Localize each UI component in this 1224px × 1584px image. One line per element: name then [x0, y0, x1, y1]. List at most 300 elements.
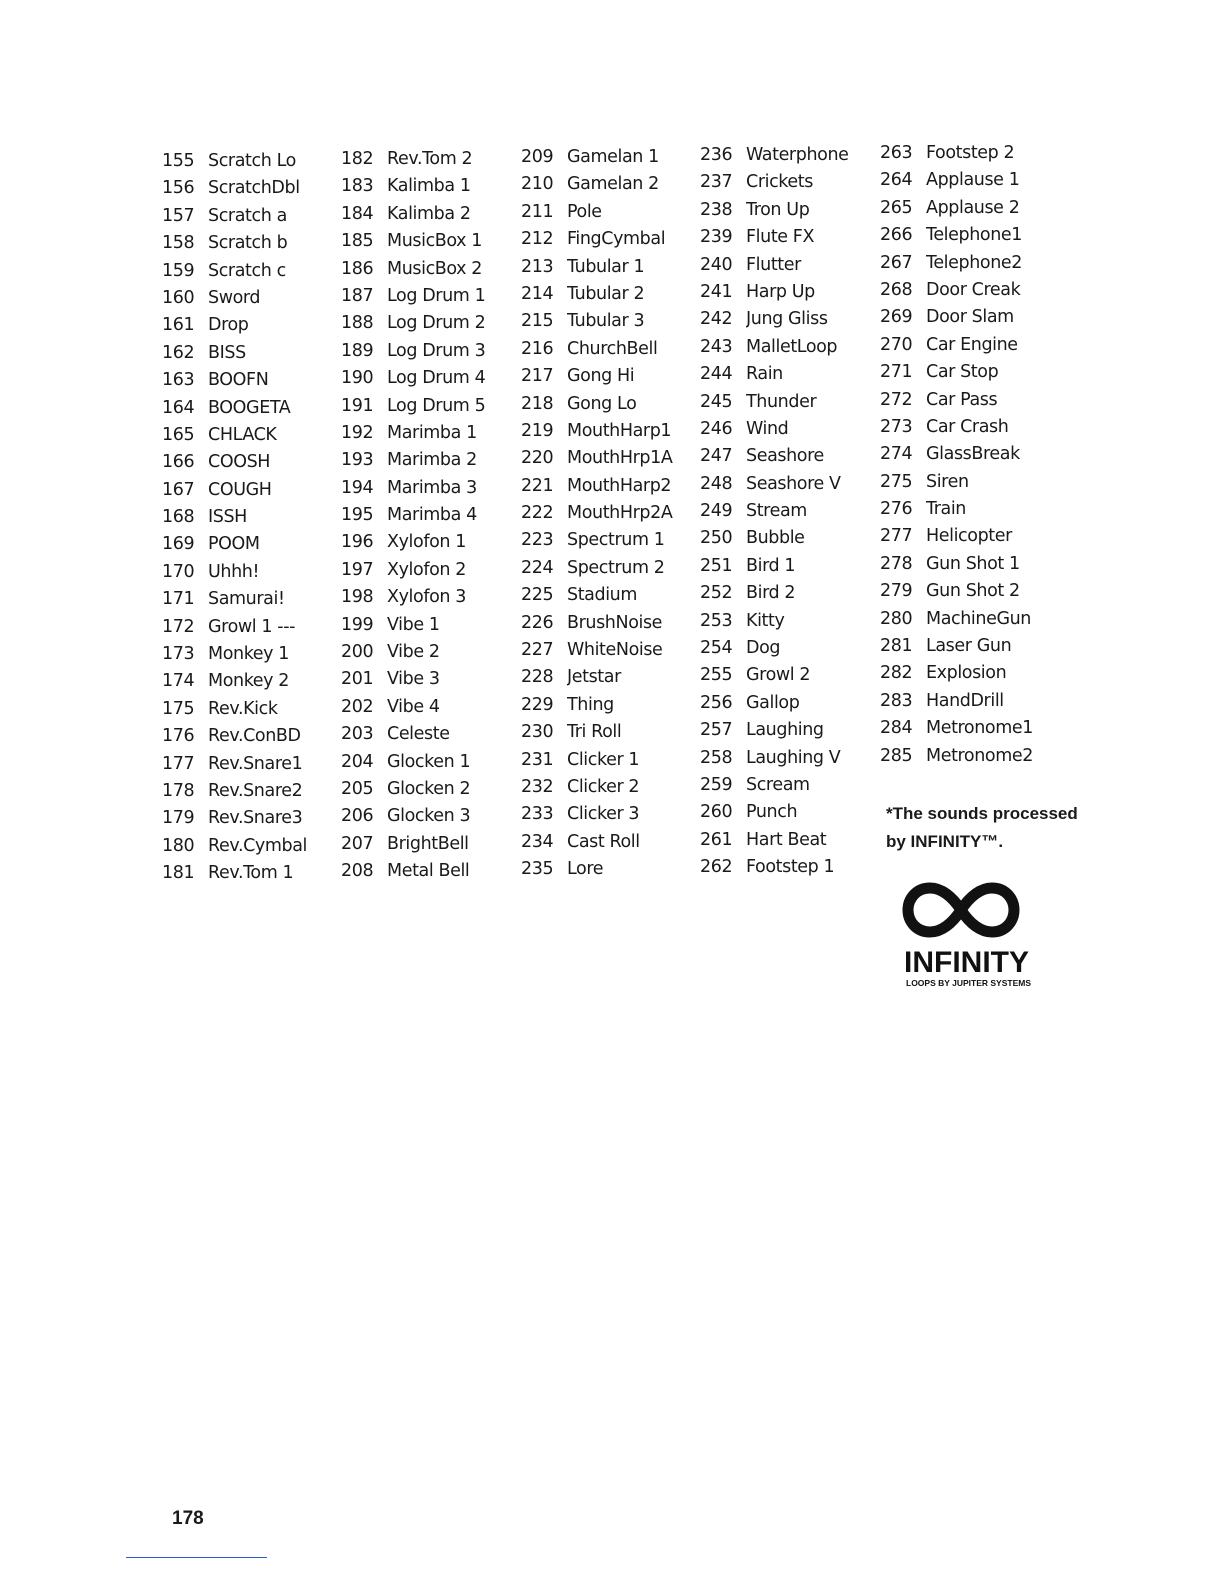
sound-number: 271	[880, 362, 913, 383]
sound-name: Vibe 2	[387, 642, 440, 663]
sound-number: 173	[162, 644, 195, 665]
sound-number: 178	[162, 780, 195, 801]
sound-list-item	[341, 557, 519, 584]
sound-list-item	[162, 230, 340, 257]
sound-list-item	[341, 201, 519, 228]
sound-name: Drop	[208, 315, 249, 336]
sound-name: WhiteNoise	[567, 640, 663, 661]
sound-list-item	[700, 142, 878, 169]
sound-list-item	[880, 277, 1058, 304]
sound-number: 184	[341, 203, 374, 224]
sound-name: MouthHarp1	[567, 420, 672, 441]
sound-list-item	[521, 664, 699, 691]
sound-list-item	[880, 387, 1058, 414]
sound-list-item	[521, 801, 699, 828]
sound-name: MouthHrp1A	[567, 448, 673, 469]
sound-name: Scratch b	[208, 233, 288, 254]
sound-number: 218	[521, 393, 554, 414]
sound-list-item	[880, 660, 1058, 687]
sound-number: 174	[162, 671, 195, 692]
sound-number: 263	[880, 143, 913, 163]
sound-list-item	[700, 690, 878, 717]
sound-list-item	[880, 195, 1058, 222]
sound-name: Log Drum 2	[387, 313, 486, 334]
sound-number: 241	[700, 281, 733, 302]
sound-number: 240	[700, 254, 733, 275]
sound-name: Glocken 1	[387, 751, 471, 772]
sound-list-item	[162, 504, 340, 531]
sound-list-item	[521, 610, 699, 637]
sound-number: 280	[880, 608, 913, 629]
logo-title: INFINITY	[904, 946, 1029, 979]
sound-number: 246	[700, 418, 733, 439]
sound-list-item	[880, 496, 1058, 523]
sound-name: Bird 2	[746, 583, 796, 604]
sound-name: Rev.Snare2	[208, 780, 303, 801]
sound-list-item	[162, 531, 340, 558]
sound-name: Stadium	[567, 585, 638, 606]
sound-list-item	[521, 363, 699, 390]
sound-number: 200	[341, 642, 374, 663]
sound-name: Stream	[746, 501, 807, 522]
sound-number: 269	[880, 307, 913, 328]
sound-number: 189	[341, 340, 374, 361]
sound-name: Rev.Snare3	[208, 808, 303, 829]
sound-list-item	[880, 304, 1058, 331]
sound-number: 264	[880, 170, 913, 191]
sound-name: BOOGETA	[208, 397, 291, 418]
sound-number: 275	[880, 471, 913, 492]
sound-list-item	[700, 252, 878, 279]
sound-number: 266	[880, 225, 913, 246]
sound-number: 260	[700, 802, 733, 823]
sound-name: Clicker 3	[567, 804, 640, 825]
sound-list-item	[162, 805, 340, 832]
sound-name: Tubular 3	[567, 311, 645, 332]
sound-number: 276	[880, 499, 913, 520]
sound-list-item	[700, 224, 878, 251]
sound-number: 262	[700, 857, 733, 878]
sound-list-item	[341, 749, 519, 776]
sound-list-item	[521, 637, 699, 664]
sound-list-item	[521, 308, 699, 335]
sound-list-item	[700, 361, 878, 388]
sound-name: Gun Shot 1	[926, 553, 1020, 574]
sound-list-item	[521, 829, 699, 856]
sound-list-item	[162, 367, 340, 394]
sound-name: HandDrill	[926, 690, 1004, 711]
sound-number: 206	[341, 806, 374, 827]
sound-number: 234	[521, 831, 554, 852]
sound-number: 214	[521, 283, 554, 304]
sound-name: Flute FX	[746, 227, 815, 248]
sound-list-item	[162, 203, 340, 230]
sound-name: Tubular 2	[567, 283, 645, 304]
sound-list-item	[880, 167, 1058, 194]
sound-number: 231	[521, 749, 554, 770]
sound-name: FingCymbal	[567, 229, 666, 250]
sound-name: Monkey 2	[208, 671, 290, 692]
sound-list-item	[162, 860, 340, 887]
sound-list-item	[700, 306, 878, 333]
sound-name: Gun Shot 2	[926, 581, 1020, 602]
sound-name: BrushNoise	[567, 612, 663, 633]
sound-list-column-2	[341, 146, 519, 886]
sound-name: Rev.ConBD	[208, 726, 301, 747]
sound-number: 257	[700, 720, 733, 741]
sound-number: 196	[341, 532, 374, 553]
sound-list-item	[521, 774, 699, 801]
sound-number: 230	[521, 722, 554, 743]
sound-name: Metronome1	[926, 718, 1033, 739]
sound-name: Rev.Cymbal	[208, 835, 308, 856]
sound-list-item	[880, 414, 1058, 441]
sound-number: 237	[700, 172, 733, 193]
sound-name: Helicopter	[926, 526, 1012, 547]
sound-list-item	[341, 858, 519, 885]
sound-number: 211	[521, 201, 554, 222]
sound-name: Crickets	[746, 172, 813, 193]
sound-name: Uhhh!	[208, 561, 260, 582]
sound-list-item	[521, 418, 699, 445]
sound-name: Scratch c	[208, 260, 286, 281]
sound-number: 282	[880, 663, 913, 684]
sound-name: Rev.Tom 1	[208, 863, 294, 884]
sound-number: 217	[521, 366, 554, 387]
sound-number: 219	[521, 420, 554, 441]
sound-number: 215	[521, 311, 554, 332]
sound-list-item	[700, 717, 878, 744]
sound-number: 165	[162, 424, 195, 445]
sound-list-item	[521, 226, 699, 253]
sound-list-item	[341, 666, 519, 693]
sound-number: 281	[880, 636, 913, 657]
sound-number: 277	[880, 526, 913, 547]
sound-number: 168	[162, 507, 195, 528]
sound-list-item	[341, 146, 519, 173]
sound-list-item	[341, 612, 519, 639]
sound-name: MalletLoop	[746, 336, 838, 357]
sound-number: 228	[521, 667, 554, 688]
sound-number: 221	[521, 475, 554, 496]
sound-list-item	[521, 144, 699, 171]
sound-list-item	[341, 639, 519, 666]
sound-list-item	[162, 477, 340, 504]
sound-name: Marimba 1	[387, 422, 477, 443]
sound-number: 283	[880, 690, 913, 711]
sound-list-item	[162, 148, 340, 175]
sound-number: 185	[341, 231, 374, 252]
sound-number: 279	[880, 581, 913, 602]
page-rule-divider	[126, 1557, 267, 1558]
sound-name: ISSH	[208, 507, 247, 528]
sound-list-item	[341, 365, 519, 392]
sound-number: 208	[341, 861, 374, 882]
sound-number: 243	[700, 336, 733, 357]
sound-list-item	[341, 721, 519, 748]
sound-list-item	[521, 719, 699, 746]
sound-list-item	[341, 228, 519, 255]
sound-number: 225	[521, 585, 554, 606]
sound-name: Scratch Lo	[208, 151, 296, 171]
sound-list-item	[341, 447, 519, 474]
sound-number: 181	[162, 863, 195, 884]
sound-number: 250	[700, 528, 733, 549]
sound-name: Footstep 2	[926, 143, 1015, 163]
sound-number: 191	[341, 395, 374, 416]
sound-list-item	[341, 502, 519, 529]
sound-list-item	[341, 338, 519, 365]
sound-number: 267	[880, 252, 913, 273]
sound-number: 160	[162, 287, 195, 308]
sound-list-item	[341, 420, 519, 447]
sound-list-item	[341, 393, 519, 420]
sound-name: Train	[926, 499, 966, 520]
sound-list-item	[880, 359, 1058, 386]
sound-list-item	[521, 171, 699, 198]
sound-number: 238	[700, 199, 733, 220]
sound-name: Scream	[746, 774, 810, 795]
sound-list-item	[700, 580, 878, 607]
sound-list-column-3	[521, 144, 699, 884]
sound-list-item	[700, 827, 878, 854]
sound-number: 199	[341, 614, 374, 635]
sound-name: Applause 1	[926, 170, 1020, 191]
sound-name: ScratchDbl	[208, 178, 300, 199]
sound-name: Cast Roll	[567, 831, 640, 852]
sound-list-item	[700, 608, 878, 635]
sound-number: 187	[341, 285, 374, 306]
sound-name: Marimba 4	[387, 505, 477, 526]
sound-name: Thing	[567, 694, 614, 715]
sound-number: 164	[162, 397, 195, 418]
sound-name: BOOFN	[208, 370, 269, 391]
sound-number: 265	[880, 197, 913, 218]
sound-list-item	[162, 751, 340, 778]
sound-name: Clicker 1	[567, 749, 640, 770]
sound-number: 261	[700, 829, 733, 850]
sound-number: 161	[162, 315, 195, 336]
sound-number: 209	[521, 147, 554, 167]
sound-name: Tron Up	[746, 199, 810, 220]
sound-name: COUGH	[208, 479, 272, 500]
sound-name: Pole	[567, 201, 602, 222]
infinity-icon	[896, 868, 1046, 998]
sound-name: Car Stop	[926, 362, 999, 383]
sound-name: Xylofon 1	[387, 532, 466, 553]
sound-list-item	[162, 449, 340, 476]
sound-name: Waterphone	[746, 145, 849, 165]
sound-name: Siren	[926, 471, 969, 492]
sound-number: 244	[700, 364, 733, 385]
sound-name: Vibe 4	[387, 696, 440, 717]
sound-number: 159	[162, 260, 195, 281]
sound-number: 198	[341, 587, 374, 608]
sound-list-item	[700, 169, 878, 196]
sound-name: Xylofon 2	[387, 559, 466, 580]
sound-list-item	[162, 559, 340, 586]
sound-number: 186	[341, 258, 374, 279]
sound-list-item	[880, 469, 1058, 496]
sound-list-item	[521, 500, 699, 527]
sound-list-item	[700, 334, 878, 361]
sound-number: 222	[521, 503, 554, 524]
sound-list-item	[521, 445, 699, 472]
sound-list-item	[341, 173, 519, 200]
sound-list-item	[162, 422, 340, 449]
sound-name: Log Drum 3	[387, 340, 486, 361]
sound-name: Dog	[746, 638, 781, 659]
sound-number: 252	[700, 583, 733, 604]
sound-number: 202	[341, 696, 374, 717]
sound-name: Growl 2	[746, 665, 811, 686]
sound-number: 201	[341, 669, 374, 690]
sound-name: Gamelan 1	[567, 147, 659, 167]
sound-name: Metronome2	[926, 745, 1033, 766]
sound-list-item	[341, 256, 519, 283]
sound-list-item	[341, 584, 519, 611]
sound-name: Footstep 1	[746, 857, 835, 878]
page-number: 178	[172, 1508, 204, 1529]
sound-name: Rev.Tom 2	[387, 149, 473, 169]
sound-number: 177	[162, 753, 195, 774]
sound-list-item	[521, 336, 699, 363]
sound-list-item	[880, 688, 1058, 715]
sound-number: 163	[162, 370, 195, 391]
sound-name: Applause 2	[926, 197, 1020, 218]
sound-name: Telephone1	[926, 225, 1023, 246]
sound-number: 190	[341, 368, 374, 389]
sound-number: 155	[162, 151, 195, 171]
sound-list-item	[162, 778, 340, 805]
sound-list-item	[700, 662, 878, 689]
sound-name: Tubular 1	[567, 256, 645, 277]
sound-number: 249	[700, 501, 733, 522]
sound-name: Gong Hi	[567, 366, 635, 387]
sound-list-item	[162, 312, 340, 339]
sound-list-item	[700, 772, 878, 799]
sound-name: Laughing	[746, 720, 824, 741]
infinity-logo	[896, 868, 1046, 998]
sound-name: Celeste	[387, 724, 450, 745]
sound-name: Car Crash	[926, 416, 1009, 437]
sound-list-item	[880, 222, 1058, 249]
sound-name: Gamelan 2	[567, 174, 659, 195]
sound-name: Kalimba 1	[387, 176, 471, 197]
sound-name: Log Drum 1	[387, 285, 486, 306]
sound-name: MusicBox 1	[387, 231, 483, 252]
sound-list-item	[521, 254, 699, 281]
sound-name: Rev.Kick	[208, 698, 278, 719]
sound-list-item	[162, 614, 340, 641]
sound-number: 216	[521, 338, 554, 359]
sound-name: Monkey 1	[208, 644, 290, 665]
sound-list-item	[521, 856, 699, 883]
sound-number: 194	[341, 477, 374, 498]
sound-number: 156	[162, 178, 195, 199]
sound-number: 247	[700, 446, 733, 467]
sound-name: Marimba 3	[387, 477, 477, 498]
sound-name: CHLACK	[208, 424, 277, 445]
sound-list-item	[700, 635, 878, 662]
sound-list-item	[700, 471, 878, 498]
sound-list-item	[880, 633, 1058, 660]
sound-number: 270	[880, 334, 913, 355]
sound-list-item	[521, 747, 699, 774]
sound-name: Metal Bell	[387, 861, 470, 882]
sound-list-item	[880, 715, 1058, 742]
infinity-footnote: *The sounds processed by INFINITY™.	[886, 804, 1078, 851]
sound-list-item	[341, 475, 519, 502]
sound-name: Laser Gun	[926, 636, 1012, 657]
sound-number: 232	[521, 776, 554, 797]
sound-number: 204	[341, 751, 374, 772]
sound-number: 182	[341, 149, 374, 169]
sound-list-item	[341, 831, 519, 858]
sound-name: Kitty	[746, 610, 785, 631]
sound-number: 272	[880, 389, 913, 410]
sound-number: 193	[341, 450, 374, 471]
sound-list-item	[700, 745, 878, 772]
sound-list-item	[341, 694, 519, 721]
sound-number: 203	[341, 724, 374, 745]
sound-list-item	[700, 416, 878, 443]
sound-number: 212	[521, 229, 554, 250]
sound-name: Growl 1 ---	[208, 616, 296, 637]
sound-number: 188	[341, 313, 374, 334]
sound-name: MachineGun	[926, 608, 1031, 629]
sound-number: 242	[700, 309, 733, 330]
sound-name: Flutter	[746, 254, 801, 275]
sound-list-item	[880, 523, 1058, 550]
sound-name: Door Creak	[926, 279, 1021, 300]
sound-list-item	[700, 443, 878, 470]
sound-number: 220	[521, 448, 554, 469]
sound-name: Clicker 2	[567, 776, 640, 797]
sound-name: Lore	[567, 859, 604, 880]
sound-number: 273	[880, 416, 913, 437]
sound-list-item	[521, 527, 699, 554]
sound-list-item	[341, 310, 519, 337]
sound-name: Laughing V	[746, 747, 841, 768]
sound-name: Hart Beat	[746, 829, 827, 850]
sound-list-column-5	[880, 140, 1058, 770]
sound-name: Spectrum 1	[567, 530, 665, 551]
sound-name: Scratch a	[208, 205, 287, 226]
sound-name: Car Engine	[926, 334, 1018, 355]
sound-list-item	[162, 340, 340, 367]
sound-name: MouthHrp2A	[567, 503, 673, 524]
sound-number: 253	[700, 610, 733, 631]
sound-list-item	[162, 258, 340, 285]
sound-number: 179	[162, 808, 195, 829]
sound-number: 171	[162, 589, 195, 610]
sound-name: Car Pass	[926, 389, 998, 410]
sound-name: Marimba 2	[387, 450, 477, 471]
sound-list-item	[700, 525, 878, 552]
sound-name: Sword	[208, 287, 261, 308]
sound-list-item	[880, 606, 1058, 633]
sound-list-item	[521, 281, 699, 308]
sound-number: 192	[341, 422, 374, 443]
sound-name: Wind	[746, 418, 789, 439]
sound-name: Door Slam	[926, 307, 1014, 328]
sound-name: Jung Gliss	[746, 309, 828, 330]
sound-number: 183	[341, 176, 374, 197]
sound-list-item	[162, 586, 340, 613]
sound-list-item	[700, 389, 878, 416]
sound-list-item	[700, 854, 878, 881]
